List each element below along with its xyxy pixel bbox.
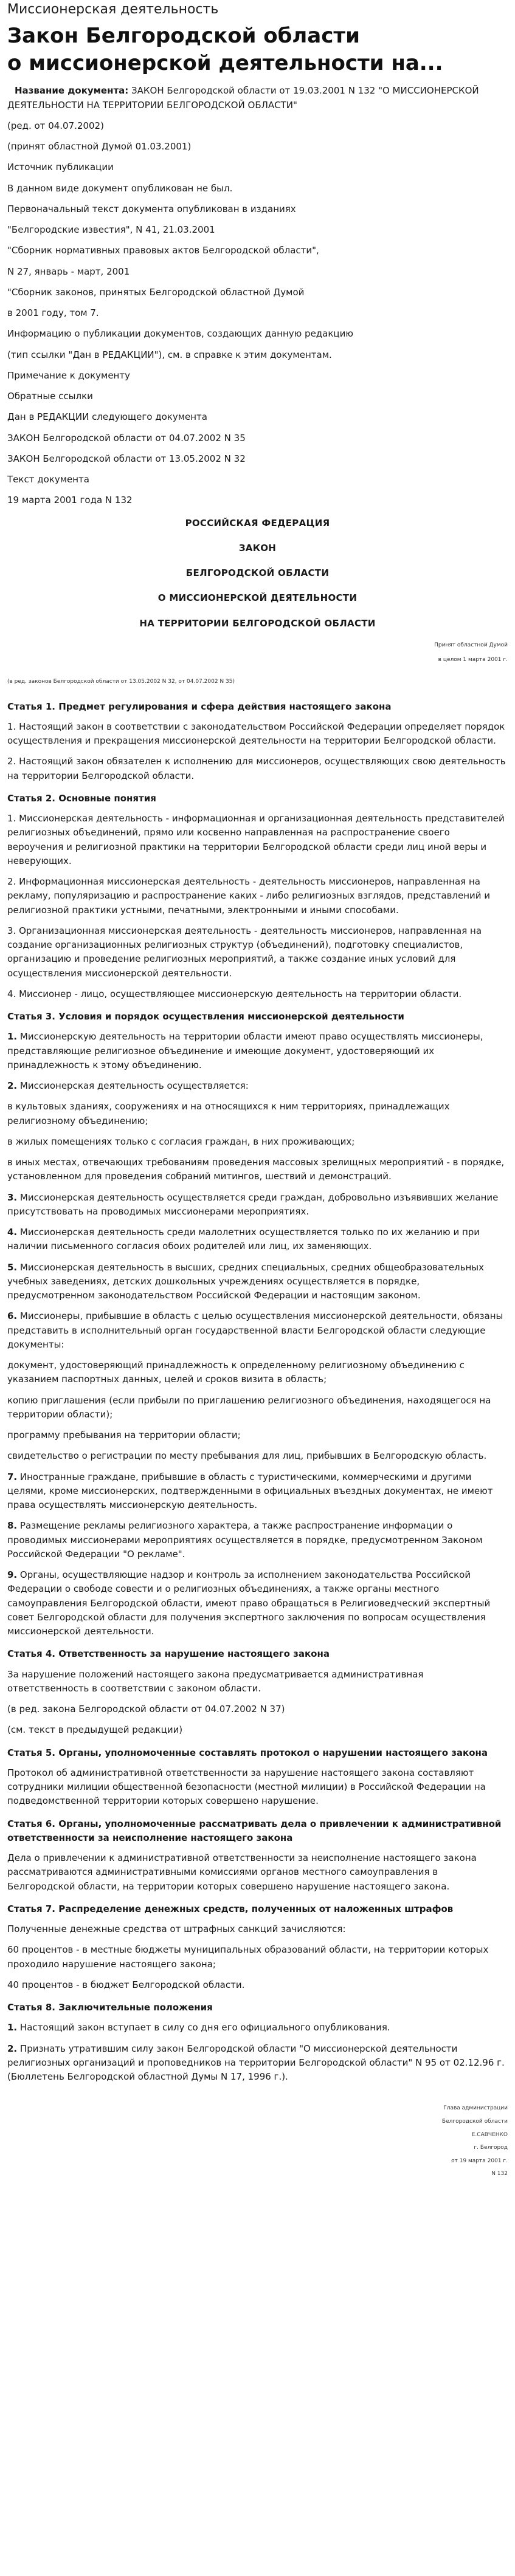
article-paragraph	[7, 875, 508, 917]
article-paragraph	[7, 1079, 508, 1093]
paragraph-text: Протокол об административной ответственности за нарушение настоящего закона составляют сотрудники милиции общественной безопасности (местной милиции) в Российской Федерации на подведомственной территории которых совершено нарушение.	[7, 1767, 486, 1807]
paragraph-text: Миссионерская деятельность среди малолетних осуществляется только по их желанию и при наличии письменного согласия обоих родителей или лиц, их заменяющих.	[7, 1227, 480, 1252]
breadcrumb: Миссионерская деятельность	[7, 2, 219, 17]
paragraph-text: За нарушение положений настоящего закона предусматривается административная ответственность в соответствии с законом области.	[7, 1668, 424, 1694]
adopted-line-1: Принят областной Думой	[434, 642, 508, 648]
law-header-line: О МИССИОНЕРСКОЙ ДЕЯТЕЛЬНОСТИ	[157, 592, 358, 604]
article-paragraph	[7, 755, 508, 783]
law-header-line: БЕЛГОРОДСКОЙ ОБЛАСТИ	[185, 567, 330, 579]
law-header-line: НА ТЕРРИТОРИИ БЕЛГОРОДСКОЙ ОБЛАСТИ	[139, 617, 376, 629]
article-section	[7, 1817, 508, 1894]
article-paragraph	[7, 1851, 508, 1894]
edition-note: (в ред. законов Белгородской области от 13.05.2002 N 32, от 04.07.2002 N 35)	[7, 678, 235, 685]
article-paragraph	[7, 2021, 508, 2035]
paragraph-text: Настоящий закон вступает в силу со дня его официального опубликования.	[17, 2022, 390, 2033]
paragraph-text: в жилых помещениях только с согласия граждан, в них проживающих;	[7, 1136, 355, 1147]
meta-line: "Сборник законов, принятых Белгородской областной Думой	[7, 286, 305, 298]
article-paragraph	[7, 1309, 508, 1352]
meta-line: Источник публикации	[7, 162, 114, 173]
meta-line: 19 марта 2001 года N 132	[7, 495, 133, 506]
adopted-note	[7, 642, 508, 665]
paragraph-text: Миссионеры, прибывшие в область с целью осуществления миссионерской деятельности, обязаны представить в исполнительный орган государственной власти Белгородской области следующие документы:	[7, 1310, 503, 1350]
paragraph-text: (в ред. закона Белгородской области от 04.07.2002 N 37)	[7, 1704, 285, 1715]
meta-line: "Белгородские известия", N 41, 21.03.2001	[7, 224, 215, 236]
meta-line: ЗАКОН Белгородской области от 04.07.2002 N 35	[7, 432, 246, 444]
article-paragraph	[7, 1191, 508, 1219]
page-title	[7, 22, 508, 78]
document-name-value: ЗАКОН Белгородской области от 19.03.2001 N 132 "О МИССИОНЕРСКОЙ ДЕЯТЕЛЬНОСТИ НА ТЕРРИТОРИИ БЕЛГОРОДСКОЙ ОБЛАСТИ"	[7, 85, 479, 111]
meta-line: Первоначальный текст документа опубликован в изданиях	[7, 203, 296, 214]
paragraph-text: 40 процентов - в бюджет Белгородской области.	[7, 1979, 245, 1990]
article-paragraph	[7, 1470, 508, 1513]
paragraph-text: документ, удостоверяющий принадлежность к определенному религиозному объединению с указанием паспортных данных, целей и сроков визита в область;	[7, 1360, 465, 1385]
signature-line: Глава администрации	[443, 2105, 508, 2112]
article-paragraph	[7, 987, 508, 1001]
article-title: Статья 8. Заключительные положения	[7, 2002, 213, 2013]
article-paragraph	[7, 720, 508, 748]
meta-line: Дан в РЕДАКЦИИ следующего документа	[7, 411, 207, 423]
paragraph-number: 3.	[7, 1191, 18, 1203]
paragraph-text: 4. Миссионер - лицо, осуществляющее миссионерскую деятельность на территории области.	[7, 988, 462, 999]
article-title: Статья 4. Ответственность за нарушение настоящего закона	[7, 1648, 330, 1660]
article-section	[7, 2001, 508, 2084]
article-paragraph	[7, 1668, 508, 1696]
paragraph-number: 9.	[7, 1569, 18, 1581]
law-header-line: РОССИЙСКАЯ ФЕДЕРАЦИЯ	[185, 517, 330, 529]
paragraph-number: 5.	[7, 1261, 18, 1273]
paragraph-number: 2.	[7, 1080, 18, 1092]
signature-line: Белгородской области	[441, 2119, 508, 2125]
document-meta	[7, 84, 508, 507]
paragraph-text: 2. Информационная миссионерская деятельность - деятельность миссионеров, направленная на рекламу, популяризацию и распространение каких - либо религиозных взглядов, представлений и религиозной практики устными, печатными, электронными и иными способами.	[7, 876, 491, 916]
article-title: Статья 3. Условия и порядок осуществления миссионерской деятельности	[7, 1011, 404, 1023]
article-paragraph	[7, 1568, 508, 1639]
paragraph-text: (см. текст в предыдущей редакции)	[7, 1724, 183, 1736]
article-paragraph	[7, 1702, 508, 1716]
paragraph-number: 1.	[7, 1031, 18, 1043]
article-title: Статья 2. Основные понятия	[7, 792, 156, 804]
law-header	[7, 516, 508, 631]
paragraph-number: 7.	[7, 1471, 18, 1482]
paragraph-text: 3. Организационная миссионерская деятельность - деятельность миссионеров, направленная на создание организационных религиозных структур (объединений), подготовку специалистов, организацию и проведение религиозных мероприятий, а также создание иных условий для осуществления миссионерской деятельности.	[7, 925, 482, 979]
paragraph-text: 1. Настоящий закон в соответствии с законодательством Российской Федерации определяет порядок осуществления и прекращения миссионерской деятельности на территории Белгородской области.	[7, 721, 505, 747]
paragraph-text: программу пребывания на территории области;	[7, 1430, 241, 1441]
article-paragraph	[7, 1922, 508, 1936]
meta-line: "Сборник нормативных правовых актов Белгородской области",	[7, 245, 319, 256]
page-title-line-1: Закон Белгородской области	[7, 23, 360, 48]
paragraph-text: Иностранные граждане, прибывшие в область с туристическими, коммерческими и другими целями, кроме миссионерских, подтвержденными в официальных въездных документах, не имеют права осуществлять миссионерскую деятельность.	[7, 1471, 493, 1511]
article-paragraph	[7, 1261, 508, 1303]
paragraph-text: свидетельство о регистрации по месту пребывания для лиц, прибывших в Белгородскую область.	[7, 1450, 487, 1462]
paragraph-number: 8.	[7, 1520, 18, 1532]
article-section	[7, 1010, 508, 1639]
article-paragraph	[7, 1394, 508, 1422]
paragraph-number: 6.	[7, 1310, 18, 1322]
paragraph-text: Миссионерскую деятельность на территории области имеют право осуществлять миссионеры, представляющие религиозное объединение и имеющие документ, удостоверяющий их принадлежность к этому объединению.	[7, 1031, 483, 1070]
paragraph-text: 1. Миссионерская деятельность - информационная и организационная деятельность представителей религиозных объединений, прямо или косвенно направленная на распространение своего вероучения и религиозной практики на территории Белгородской области среди лиц иной веры и неверующих.	[7, 813, 505, 866]
law-header-line: ЗАКОН	[238, 542, 277, 553]
paragraph-number: 4.	[7, 1227, 18, 1238]
article-title: Статья 5. Органы, уполномоченные составлять протокол о нарушении настоящего закона	[7, 1747, 488, 1758]
meta-line: ЗАКОН Белгородской области от 13.05.2002 N 32	[7, 453, 246, 464]
meta-line: N 27, январь - март, 2001	[7, 265, 130, 277]
article-paragraph	[7, 1225, 508, 1254]
paragraph-text: Органы, осуществляющие надзор и контроль за исполнением законодательства Российской Федерации о свободе совести и о религиозных объединениях, а также органы местного самоуправления Белгородской области, имеют право обращаться в Религиоведческий экспертный совет Белгородской области для получения экспертного заключения по вопросам осуществления миссионерской деятельности.	[7, 1569, 491, 1637]
signature-line: N 132	[491, 2171, 508, 2177]
article-section	[7, 1647, 508, 1737]
article-title: Статья 1. Предмет регулирования и сфера действия настоящего закона	[7, 701, 392, 712]
article-paragraph	[7, 924, 508, 981]
article-paragraph	[7, 1766, 508, 1809]
paragraph-text: Полученные денежные средства от штрафных санкций зачисляются:	[7, 1923, 346, 1935]
paragraph-number: 1.	[7, 2022, 18, 2033]
meta-line: В данном виде документ опубликован не был.	[7, 182, 233, 194]
signature-line: г. Белгород	[474, 2145, 508, 2151]
page-title-line-2: о миссионерской деятельности на...	[7, 51, 443, 76]
article-paragraph	[7, 2042, 508, 2084]
article-paragraph	[7, 1156, 508, 1184]
article-section	[7, 1746, 508, 1809]
meta-line: (ред. от 04.07.2002)	[7, 120, 104, 131]
article-paragraph	[7, 1428, 508, 1442]
article-paragraph	[7, 1030, 508, 1072]
article-paragraph	[7, 812, 508, 868]
signature-block	[7, 2102, 508, 2181]
paragraph-text: в иных местах, отвечающих требованиям проведения массовых зрелищных мероприятий - в порядке, установленном для проведения собраний митингов, шествий и демонстраций.	[7, 1157, 505, 1182]
paragraph-text: копию приглашения (если прибыли по приглашению религиозного объединения, находящегося на территории области);	[7, 1394, 491, 1420]
meta-line: Информацию о публикации документов, создающих данную редакцию	[7, 328, 354, 340]
paragraph-text: Размещение рекламы религиозного характера, а также распространение информации о проводимых миссионерами мероприятиях осуществляется в порядке, предусмотренном Законом Российской Федерации "О рекламе".	[7, 1520, 483, 1560]
meta-lines	[7, 119, 508, 508]
signature-line: от 19 марта 2001 г.	[451, 2157, 508, 2164]
article-paragraph	[7, 1943, 508, 1971]
article-section	[7, 700, 508, 783]
article-section	[7, 792, 508, 1001]
document-name-label: Название документа:	[15, 85, 129, 97]
meta-line: Примечание к документу	[7, 369, 130, 381]
paragraph-text: Миссионерская деятельность осуществляется:	[17, 1080, 249, 1092]
paragraph-text: 60 процентов - в местные бюджеты муниципальных образований области, на территории которых проходило нарушение настоящего закона;	[7, 1944, 489, 1970]
signature-line: Е.САВЧЕНКО	[471, 2131, 508, 2138]
paragraph-text: Миссионерская деятельность осуществляется среди граждан, добровольно изъявивших желание присутствовать на проводимых миссионерами мероприятиях.	[7, 1191, 499, 1217]
article-title: Статья 7. Распределение денежных средств, полученных от наложенных штрафов	[7, 1903, 454, 1914]
article-paragraph	[7, 1100, 508, 1128]
article-paragraph	[7, 1358, 508, 1387]
meta-line: (тип ссылки "Дан в РЕДАКЦИИ"), см. в справке к этим документам.	[7, 349, 332, 360]
paragraph-text: в культовых зданиях, сооружениях и на относящихся к ним территориях, принадлежащих религиозному объединению;	[7, 1101, 450, 1126]
paragraph-number: 2.	[7, 2043, 18, 2054]
article-paragraph	[7, 1449, 508, 1463]
meta-line: (принят областной Думой 01.03.2001)	[7, 141, 192, 152]
paragraph-text: Признать утратившим силу закон Белгородской области "О миссионерской деятельности религиозных организаций и проповедников на территории Белгородской области" N 95 от 02.12.96 г. (Бюллетень Белгородской областной Думы N 17, 1996 г.).	[7, 2043, 505, 2083]
paragraph-text: Дела о привлечении к административной ответственности за неисполнение настоящего закона рассматриваются административными комиссиями органов местного самоуправления в Белгородской области, на территории которых совершено нарушение настоящего закона.	[7, 1852, 477, 1892]
article-paragraph	[7, 1135, 508, 1149]
meta-line: в 2001 году, том 7.	[7, 307, 99, 319]
article-paragraph	[7, 1519, 508, 1561]
meta-line: Текст документа	[7, 474, 89, 485]
paragraph-text: Миссионерская деятельность в высших, средних специальных, средних общеобразовательных учебных заведениях, детских дошкольных учреждениях осуществляется в порядке, предусмотренном законодательством Российской Федерации и настоящим законом.	[7, 1261, 484, 1301]
article-paragraph	[7, 1723, 508, 1737]
article-title: Статья 6. Органы, уполномоченные рассматривать дела о привлечении к административной ответственности за неисполнение настоящего закона	[7, 1818, 502, 1843]
meta-line: Обратные ссылки	[7, 391, 93, 402]
law-body	[7, 700, 508, 2084]
paragraph-text: 2. Настоящий закон обязателен к исполнению для миссионеров, осуществляющих свою деятельность на территории Белгородской области.	[7, 756, 506, 781]
article-section	[7, 1902, 508, 1992]
article-paragraph	[7, 1978, 508, 1992]
document-name-line	[7, 84, 508, 112]
adopted-line-2: в целом 1 марта 2001 г.	[438, 656, 508, 663]
